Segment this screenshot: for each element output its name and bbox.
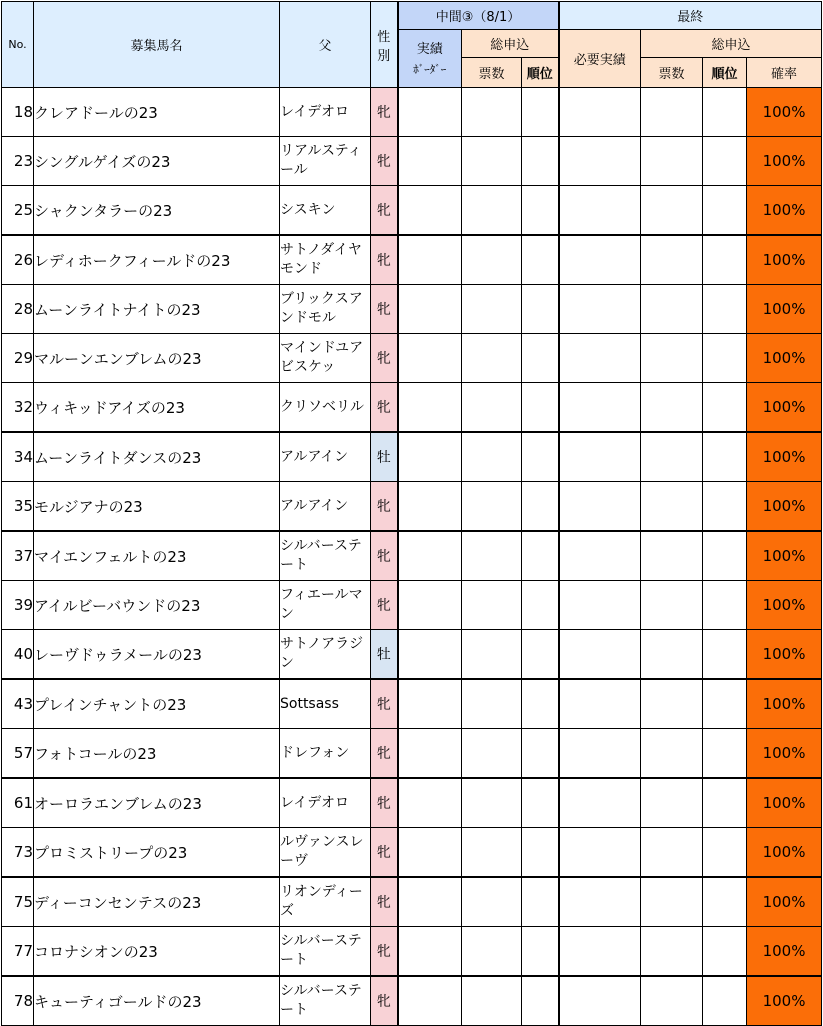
required-actual-cell: [559, 778, 641, 828]
table-row: [2, 531, 822, 581]
table-row: [2, 334, 822, 383]
sire-name: サトノダイヤモンド: [280, 235, 371, 285]
horse-number: 25: [2, 186, 34, 236]
interim-actual-cell: [398, 285, 462, 334]
header-border: ﾎﾞｰﾀﾞｰ: [413, 63, 447, 76]
header-horse-name: 募集馬名: [34, 2, 280, 88]
header-required-actual: 必要実績: [559, 30, 641, 88]
table-row: [2, 877, 822, 927]
probability-cell: 100%: [747, 383, 822, 433]
final-votes-cell: [641, 88, 703, 137]
probability-cell: 100%: [747, 927, 822, 977]
interim-actual-cell: [398, 531, 462, 581]
header-sex-line2: 別: [377, 48, 391, 64]
sex-badge: 牝: [371, 137, 398, 186]
final-votes-cell: [641, 482, 703, 532]
interim-rank-cell: [522, 877, 559, 927]
final-votes-cell: [641, 927, 703, 977]
header-probability: 確率: [747, 58, 822, 88]
final-votes-cell: [641, 432, 703, 482]
interim-actual-cell: [398, 137, 462, 186]
sire-name: リアルスティール: [280, 137, 371, 186]
interim-rank-cell: [522, 383, 559, 433]
final-votes-cell: [641, 679, 703, 729]
interim-votes-cell: [462, 383, 522, 433]
table-row: [2, 383, 822, 433]
header-sire: 父: [280, 2, 371, 88]
sex-badge: 牝: [371, 186, 398, 236]
interim-actual-cell: [398, 729, 462, 779]
sire-name: フィエールマン: [280, 581, 371, 630]
final-votes-cell: [641, 137, 703, 186]
horse-number: 32: [2, 383, 34, 433]
probability-cell: 100%: [747, 432, 822, 482]
interim-votes-cell: [462, 432, 522, 482]
interim-rank-cell: [522, 679, 559, 729]
final-votes-cell: [641, 729, 703, 779]
probability-cell: 100%: [747, 137, 822, 186]
table-body: [2, 88, 822, 1026]
table-row: [2, 828, 822, 878]
horse-name: ムーンライトダンスの23: [34, 432, 280, 482]
horse-number: 26: [2, 235, 34, 285]
horse-application-table: [1, 1, 822, 1026]
header-sex: [371, 2, 398, 88]
horse-name: ディーコンセンテスの23: [34, 877, 280, 927]
horse-number: 34: [2, 432, 34, 482]
table-row: [2, 778, 822, 828]
final-rank-cell: [703, 581, 747, 630]
final-rank-cell: [703, 531, 747, 581]
horse-number: 18: [2, 88, 34, 137]
interim-actual-cell: [398, 383, 462, 433]
required-actual-cell: [559, 531, 641, 581]
interim-actual-cell: [398, 927, 462, 977]
probability-cell: 100%: [747, 186, 822, 236]
table-row: [2, 630, 822, 680]
horse-number: 29: [2, 334, 34, 383]
header-no: No.: [2, 2, 34, 88]
final-rank-cell: [703, 679, 747, 729]
interim-actual-cell: [398, 581, 462, 630]
table-row: [2, 186, 822, 236]
interim-actual-cell: [398, 976, 462, 1026]
interim-rank-cell: [522, 482, 559, 532]
interim-actual-cell: [398, 778, 462, 828]
interim-votes-cell: [462, 581, 522, 630]
sex-badge: 牝: [371, 729, 398, 779]
sex-badge: 牝: [371, 383, 398, 433]
sire-name: サトノアラジン: [280, 630, 371, 680]
horse-number: 75: [2, 877, 34, 927]
interim-actual-cell: [398, 679, 462, 729]
horse-name: マイエンフェルトの23: [34, 531, 280, 581]
required-actual-cell: [559, 186, 641, 236]
interim-votes-cell: [462, 679, 522, 729]
table-row: [2, 482, 822, 532]
interim-actual-cell: [398, 334, 462, 383]
header-votes: 票数: [462, 58, 522, 88]
probability-cell: 100%: [747, 235, 822, 285]
horse-name: マルーンエンブレムの23: [34, 334, 280, 383]
table-row: [2, 285, 822, 334]
sire-name: シスキン: [280, 186, 371, 236]
required-actual-cell: [559, 334, 641, 383]
interim-actual-cell: [398, 828, 462, 878]
interim-rank-cell: [522, 729, 559, 779]
sex-badge: 牝: [371, 88, 398, 137]
interim-votes-cell: [462, 778, 522, 828]
probability-cell: 100%: [747, 828, 822, 878]
sire-name: アルアイン: [280, 482, 371, 532]
sex-badge: 牝: [371, 877, 398, 927]
required-actual-cell: [559, 383, 641, 433]
probability-cell: 100%: [747, 581, 822, 630]
interim-rank-cell: [522, 334, 559, 383]
interim-rank-cell: [522, 88, 559, 137]
interim-actual-cell: [398, 482, 462, 532]
interim-votes-cell: [462, 531, 522, 581]
sire-name: ドレフォン: [280, 729, 371, 779]
interim-votes-cell: [462, 235, 522, 285]
required-actual-cell: [559, 432, 641, 482]
final-votes-cell: [641, 186, 703, 236]
probability-cell: 100%: [747, 877, 822, 927]
interim-votes-cell: [462, 630, 522, 680]
final-rank-cell: [703, 976, 747, 1026]
horse-name: プロミストリープの23: [34, 828, 280, 878]
final-votes-cell: [641, 531, 703, 581]
horse-number: 23: [2, 137, 34, 186]
sex-badge: 牝: [371, 778, 398, 828]
required-actual-cell: [559, 927, 641, 977]
required-actual-cell: [559, 729, 641, 779]
final-votes-cell: [641, 828, 703, 878]
interim-actual-cell: [398, 877, 462, 927]
final-rank-cell: [703, 186, 747, 236]
sire-name: レイデオロ: [280, 778, 371, 828]
horse-number: 37: [2, 531, 34, 581]
final-rank-cell: [703, 383, 747, 433]
interim-actual-cell: [398, 630, 462, 680]
interim-votes-cell: [462, 877, 522, 927]
final-rank-cell: [703, 334, 747, 383]
interim-votes-cell: [462, 828, 522, 878]
interim-actual-cell: [398, 186, 462, 236]
horse-number: 77: [2, 927, 34, 977]
header-final: 最終: [559, 2, 822, 30]
final-rank-cell: [703, 630, 747, 680]
probability-cell: 100%: [747, 88, 822, 137]
interim-votes-cell: [462, 186, 522, 236]
horse-name: コロナシオンの23: [34, 927, 280, 977]
sex-badge: 牝: [371, 235, 398, 285]
table-row: [2, 679, 822, 729]
sex-badge: 牝: [371, 334, 398, 383]
probability-cell: 100%: [747, 976, 822, 1026]
interim-rank-cell: [522, 285, 559, 334]
final-rank-cell: [703, 137, 747, 186]
interim-rank-cell: [522, 976, 559, 1026]
sex-badge: 牝: [371, 976, 398, 1026]
probability-cell: 100%: [747, 285, 822, 334]
final-rank-cell: [703, 88, 747, 137]
final-rank-cell: [703, 285, 747, 334]
interim-votes-cell: [462, 482, 522, 532]
interim-rank-cell: [522, 630, 559, 680]
required-actual-cell: [559, 581, 641, 630]
horse-name: クレアドールの23: [34, 88, 280, 137]
interim-rank-cell: [522, 186, 559, 236]
required-actual-cell: [559, 828, 641, 878]
final-rank-cell: [703, 828, 747, 878]
table-row: [2, 976, 822, 1026]
sire-name: クリソベリル: [280, 383, 371, 433]
header-sex-line1: 性: [377, 29, 391, 45]
sire-name: ブリックスアンドモル: [280, 285, 371, 334]
table-row: [2, 88, 822, 137]
final-rank-cell: [703, 235, 747, 285]
interim-rank-cell: [522, 137, 559, 186]
probability-cell: 100%: [747, 334, 822, 383]
horse-name: レディホークフィールドの23: [34, 235, 280, 285]
interim-rank-cell: [522, 927, 559, 977]
sex-badge: 牡: [371, 630, 398, 680]
header-actual: 実績: [416, 42, 443, 57]
required-actual-cell: [559, 976, 641, 1026]
sire-name: Sottsass: [280, 679, 371, 729]
final-votes-cell: [641, 581, 703, 630]
sire-name: マインドユアビスケッ: [280, 334, 371, 383]
horse-name: オーロラエンブレムの23: [34, 778, 280, 828]
required-actual-cell: [559, 630, 641, 680]
final-votes-cell: [641, 778, 703, 828]
sire-name: アルアイン: [280, 432, 371, 482]
sex-badge: 牝: [371, 679, 398, 729]
interim-votes-cell: [462, 334, 522, 383]
interim-rank-cell: [522, 432, 559, 482]
final-rank-cell: [703, 927, 747, 977]
sire-name: レイデオロ: [280, 88, 371, 137]
interim-actual-cell: [398, 432, 462, 482]
interim-rank-cell: [522, 531, 559, 581]
header-interim: 中間③（8/1）: [398, 2, 559, 30]
interim-votes-cell: [462, 976, 522, 1026]
final-votes-cell: [641, 334, 703, 383]
header-votes-final: 票数: [641, 58, 703, 88]
sire-name: ルヴァンスレーヴ: [280, 828, 371, 878]
probability-cell: 100%: [747, 778, 822, 828]
header-rank: 順位: [522, 58, 559, 88]
horse-number: 73: [2, 828, 34, 878]
interim-votes-cell: [462, 137, 522, 186]
sire-name: シルバーステート: [280, 927, 371, 977]
interim-votes-cell: [462, 927, 522, 977]
final-votes-cell: [641, 383, 703, 433]
interim-actual-cell: [398, 88, 462, 137]
horse-name: シャクンタラーの23: [34, 186, 280, 236]
required-actual-cell: [559, 679, 641, 729]
horse-number: 40: [2, 630, 34, 680]
final-votes-cell: [641, 630, 703, 680]
table-row: [2, 137, 822, 186]
sex-badge: 牝: [371, 927, 398, 977]
header-total-apps: 総申込: [462, 30, 559, 58]
final-votes-cell: [641, 976, 703, 1026]
sire-name: リオンディーズ: [280, 877, 371, 927]
interim-votes-cell: [462, 285, 522, 334]
required-actual-cell: [559, 137, 641, 186]
table-row: [2, 581, 822, 630]
horse-number: 57: [2, 729, 34, 779]
table-header: [2, 2, 822, 88]
sex-badge: 牝: [371, 828, 398, 878]
required-actual-cell: [559, 482, 641, 532]
horse-number: 78: [2, 976, 34, 1026]
horse-name: レーヴドゥラメールの23: [34, 630, 280, 680]
sex-badge: 牝: [371, 285, 398, 334]
final-rank-cell: [703, 877, 747, 927]
required-actual-cell: [559, 235, 641, 285]
sex-badge: 牝: [371, 531, 398, 581]
final-rank-cell: [703, 778, 747, 828]
horse-name: ウィキッドアイズの23: [34, 383, 280, 433]
final-votes-cell: [641, 235, 703, 285]
interim-rank-cell: [522, 828, 559, 878]
required-actual-cell: [559, 88, 641, 137]
interim-actual-cell: [398, 235, 462, 285]
final-votes-cell: [641, 877, 703, 927]
final-rank-cell: [703, 729, 747, 779]
horse-name: モルジアナの23: [34, 482, 280, 532]
horse-number: 43: [2, 679, 34, 729]
interim-votes-cell: [462, 729, 522, 779]
horse-name: フォトコールの23: [34, 729, 280, 779]
horse-number: 35: [2, 482, 34, 532]
probability-cell: 100%: [747, 531, 822, 581]
probability-cell: 100%: [747, 482, 822, 532]
sire-name: シルバーステート: [280, 976, 371, 1026]
final-votes-cell: [641, 285, 703, 334]
horse-number: 39: [2, 581, 34, 630]
horse-name: プレインチャントの23: [34, 679, 280, 729]
table-row: [2, 729, 822, 779]
horse-number: 61: [2, 778, 34, 828]
interim-rank-cell: [522, 581, 559, 630]
horse-name: アイルビーバウンドの23: [34, 581, 280, 630]
horse-name: キューティゴールドの23: [34, 976, 280, 1026]
probability-cell: 100%: [747, 679, 822, 729]
horse-name: ムーンライトナイトの23: [34, 285, 280, 334]
sex-badge: 牝: [371, 482, 398, 532]
probability-cell: 100%: [747, 729, 822, 779]
sire-name: シルバーステート: [280, 531, 371, 581]
interim-rank-cell: [522, 778, 559, 828]
header-rank-final: 順位: [703, 58, 747, 88]
interim-rank-cell: [522, 235, 559, 285]
final-rank-cell: [703, 482, 747, 532]
table-row: [2, 432, 822, 482]
horse-number: 28: [2, 285, 34, 334]
sex-badge: 牝: [371, 581, 398, 630]
table-row: [2, 927, 822, 977]
header-actual-border: [398, 30, 462, 88]
header-total-apps-final: 総申込: [641, 30, 822, 58]
horse-name: シングルゲイズの23: [34, 137, 280, 186]
final-rank-cell: [703, 432, 747, 482]
interim-votes-cell: [462, 88, 522, 137]
required-actual-cell: [559, 877, 641, 927]
table-row: [2, 235, 822, 285]
probability-cell: 100%: [747, 630, 822, 680]
required-actual-cell: [559, 285, 641, 334]
sex-badge: 牡: [371, 432, 398, 482]
